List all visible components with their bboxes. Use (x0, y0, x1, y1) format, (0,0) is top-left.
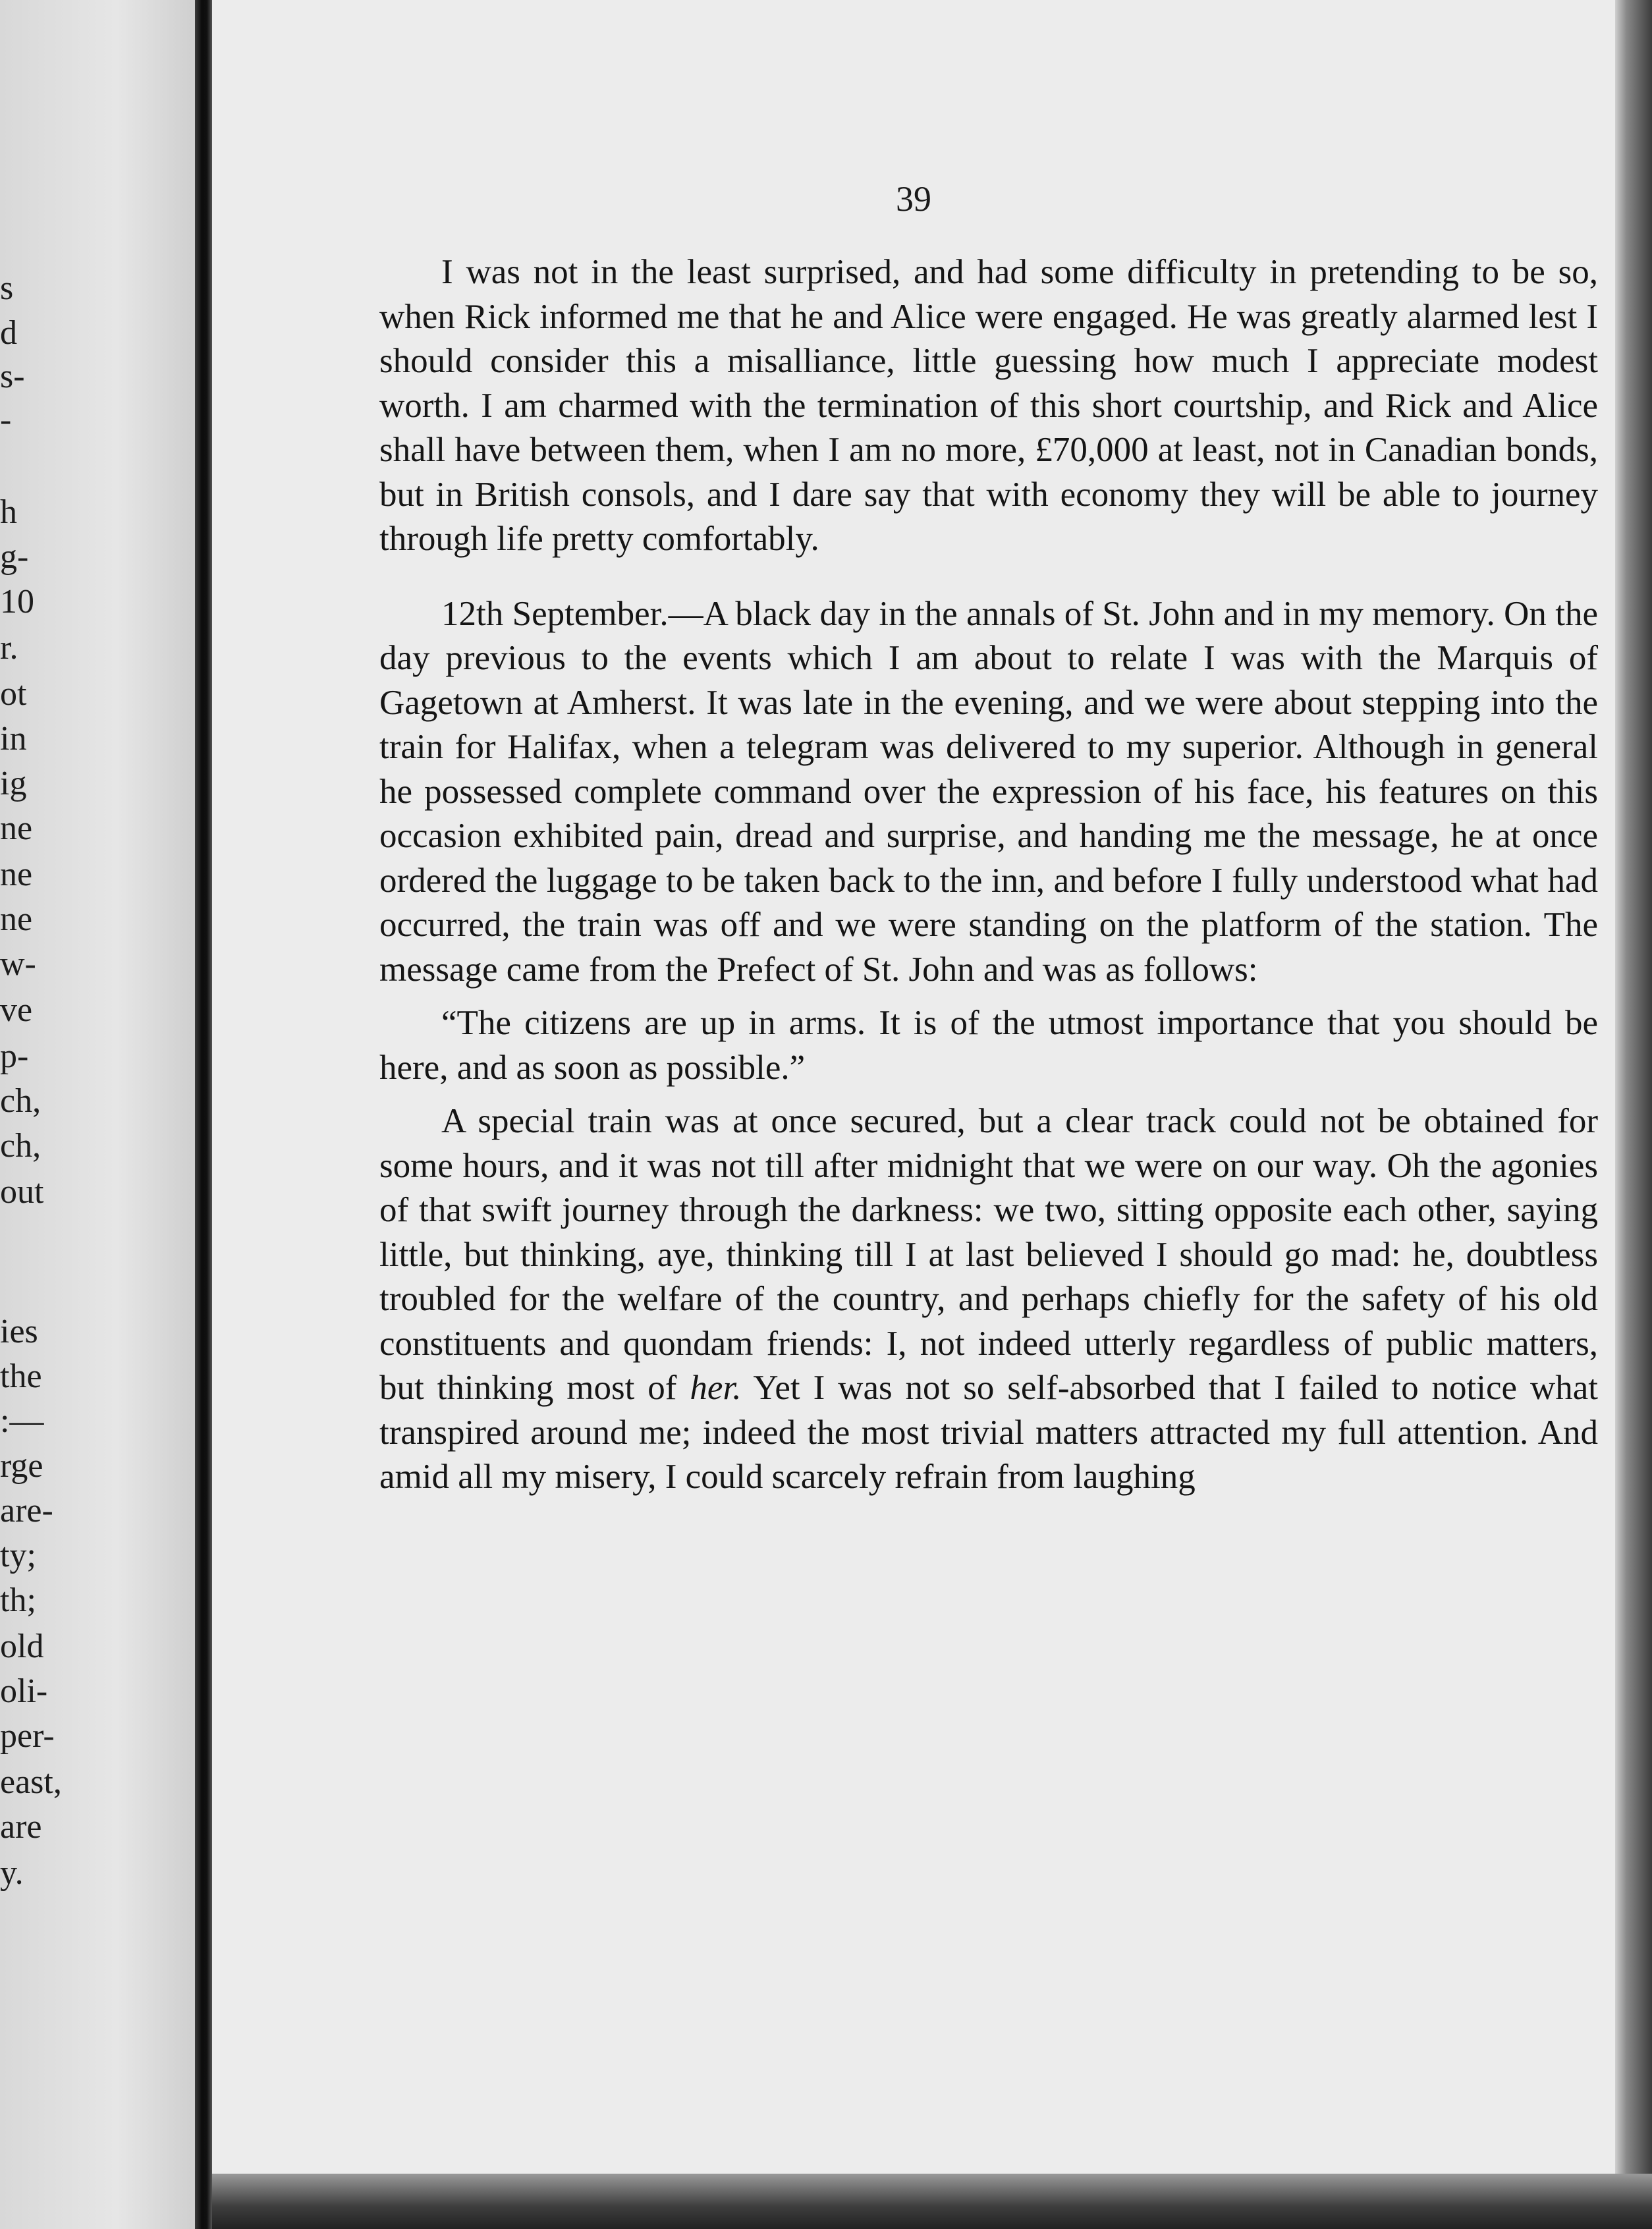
left-page-fragment: rge (0, 1447, 43, 1485)
left-page-fragment: ve (0, 991, 33, 1029)
bottom-edge-shadow (212, 2174, 1652, 2229)
left-page-fragment: w- (0, 945, 36, 983)
page-edge-shadow (1615, 0, 1652, 2229)
left-page-fragment: g- (0, 538, 29, 576)
left-page-fragment: ne (0, 810, 33, 847)
left-page-fragment: ies (0, 1313, 38, 1350)
left-page-fragment: d (0, 314, 17, 352)
left-page-fragment: ot (0, 675, 27, 713)
left-page-fragment: the (0, 1358, 42, 1395)
left-page-fragment: out (0, 1173, 44, 1211)
left-page-fragment: 10 (0, 583, 34, 620)
left-page-fragment: per- (0, 1717, 55, 1755)
page-body (379, 250, 1598, 1500)
left-page-fragment: th; (0, 1582, 36, 1619)
left-page-fragment: east, (0, 1763, 62, 1801)
left-page-fragment: s- (0, 358, 25, 395)
paragraph: 12th September.—A black day in the annals of St. John and in my memory. On the day previous to the events which I am about to relate I was with the Marquis of Gagetown at Amherst. It was late in the evening, and we were about stepping into the train for Halifax, when a telegram was delivered to my superior. Although in general he possessed complete command over the expression of his face, his features on this occasion exhibited pain, dread and surprise, and handing me the message, he at once ordered the luggage to be taken back to the inn, and before I fully understood what had occurred, the train was off and we were standing on the platform of the station. The message came from the Prefect of St. John and was as follows: (379, 594, 1598, 989)
book-page (212, 0, 1615, 2174)
paragraph-text: Yet I was not so self-absorbed that I failed to notice what transpired around me; indeed the most trivial matters attracted my full attention. And amid all my misery, I could scarcely refrain from laughing (379, 1369, 1598, 1496)
left-page-fragment: in (0, 720, 27, 757)
left-page-fragment: are (0, 1808, 42, 1846)
left-page-fragment: ne (0, 900, 33, 938)
left-page-fragment: - (0, 401, 12, 439)
left-page-fragment: y. (0, 1854, 24, 1892)
paragraph: I was not in the least surprised, and had some difficulty in pretending to be so, when Rick informed me that he and Alice were engaged. He was greatly alarmed lest I should consider this a misalliance, little guessing how much I appreciate modest worth. I am charmed with the termination of this short courtship, and Rick and Alice shall have between them, when I am no more, £70,000 at least, not in Canadian bonds, but in British consols, and I dare say that with economy they will be able to journey through life pretty comfortably. (379, 253, 1598, 558)
left-page-fragment: are- (0, 1492, 53, 1529)
previous-page-edge (0, 0, 195, 2229)
left-page-fragment: ch, (0, 1127, 41, 1165)
left-page-fragment: s (0, 269, 14, 307)
left-page-fragment: r. (0, 629, 18, 667)
left-page-fragment: oli- (0, 1672, 48, 1710)
book-gutter (195, 0, 212, 2229)
left-page-fragment: ig (0, 765, 27, 802)
left-page-fragment: h (0, 493, 17, 531)
left-page-fragment: ch, (0, 1082, 41, 1120)
left-page-fragment: p- (0, 1037, 29, 1075)
left-page-fragment: ne (0, 856, 33, 893)
telegram-quote: “The citizens are up in arms. It is of the utmost importance that you should be here, and as soon as possible.” (379, 1004, 1598, 1087)
paragraph (379, 1099, 1598, 1500)
page-number: 39 (896, 179, 931, 219)
left-page-fragment: :— (0, 1402, 44, 1440)
left-page-fragment: old (0, 1628, 44, 1665)
paragraph-text: A special train was at once secured, but a clear track could not be obtained for some hours, and it was not till after midnight that we were on our way. Oh the agonies of that swift journey through the darkness: we two, sitting opposite each other, saying little, but thinking, aye, thinking till I at last believed I should go mad: he, doubtless troubled for the welfare of the country, and perhaps chiefly for the safety of his old constituents and quondam friends: I, not indeed utterly regardless of public matters, but thinking most of (379, 1102, 1598, 1407)
emphasis-text: her. (690, 1369, 742, 1407)
left-page-fragment: ty; (0, 1537, 36, 1574)
